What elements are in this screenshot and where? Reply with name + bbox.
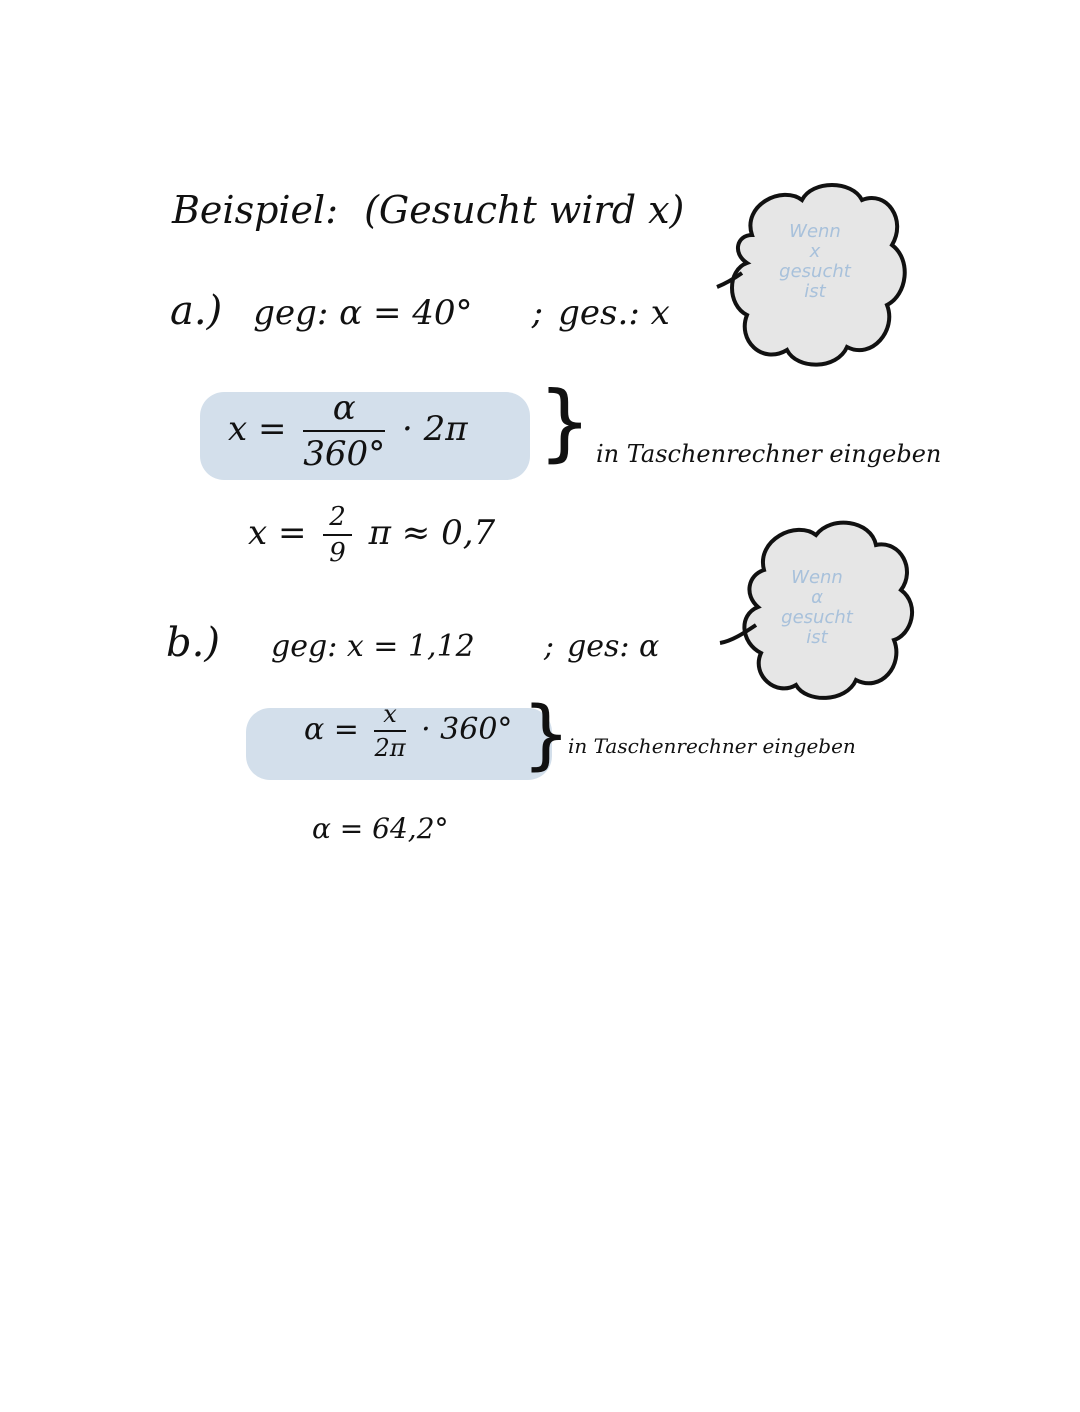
part-b-hint: in Taschenrechner eingeben [568, 734, 856, 758]
cloud-a-text [770, 222, 860, 302]
part-a-formula-tail: · 2π [402, 409, 468, 449]
part-a-formula-lhs: x = [228, 409, 287, 449]
part-b-result: α = 64,2° [312, 812, 449, 845]
cloud-a-line-4: ist [804, 281, 826, 302]
part-b-given: geg: x = 1,12 [271, 629, 475, 664]
part-a-given-line [170, 288, 670, 334]
cloud-b-line-1: Wenn [791, 567, 843, 588]
part-b-formula-fraction [374, 700, 405, 762]
part-b-formula-denominator: 2π [374, 734, 406, 762]
example-heading [172, 188, 684, 232]
heading-label: Beispiel: [172, 188, 338, 232]
part-a-formula-fraction [303, 388, 385, 474]
cloud-a-line-1: Wenn [789, 221, 841, 242]
part-a-result-lhs: x = [248, 513, 307, 553]
part-a-result-denominator: 9 [329, 538, 346, 568]
cloud-b-line-4: ist [806, 627, 828, 648]
part-b-sought: ges: α [567, 629, 660, 664]
part-b-label: b.) [166, 620, 220, 666]
part-a-brace: } [538, 373, 592, 471]
part-a-formula-denominator: 360° [303, 434, 386, 474]
part-a-sought: ges.: x [558, 293, 670, 333]
part-a-hint: in Taschenrechner eingeben [596, 440, 942, 468]
part-b-formula-tail: · 360° [421, 712, 513, 747]
part-a-formula-numerator: α [303, 388, 385, 432]
part-a-label: a.) [170, 288, 223, 334]
cloud-b-line-3: gesucht [781, 607, 853, 628]
heading-paren: (Gesucht wird x) [364, 188, 685, 232]
part-a-given: geg: α = 40° [253, 293, 473, 333]
part-a-formula [228, 388, 468, 474]
part-a-separator: ; [531, 293, 544, 333]
cloud-a-line-2: x [809, 241, 821, 262]
cloud-b-text [772, 568, 862, 648]
cloud-b-line-2: α [811, 587, 823, 608]
part-a-result-numerator: 2 [323, 502, 352, 536]
part-b-formula [304, 700, 512, 762]
part-b-given-line [166, 620, 659, 666]
part-a-result [248, 502, 495, 568]
part-b-formula-numerator: x [374, 700, 405, 732]
part-b-separator: ; [543, 629, 554, 664]
cloud-a-line-3: gesucht [779, 261, 851, 282]
part-b-brace: } [522, 689, 571, 778]
part-b-formula-lhs: α = [304, 712, 359, 747]
part-a-result-fraction [323, 502, 352, 568]
part-a-result-tail: π ≈ 0,7 [368, 513, 496, 553]
